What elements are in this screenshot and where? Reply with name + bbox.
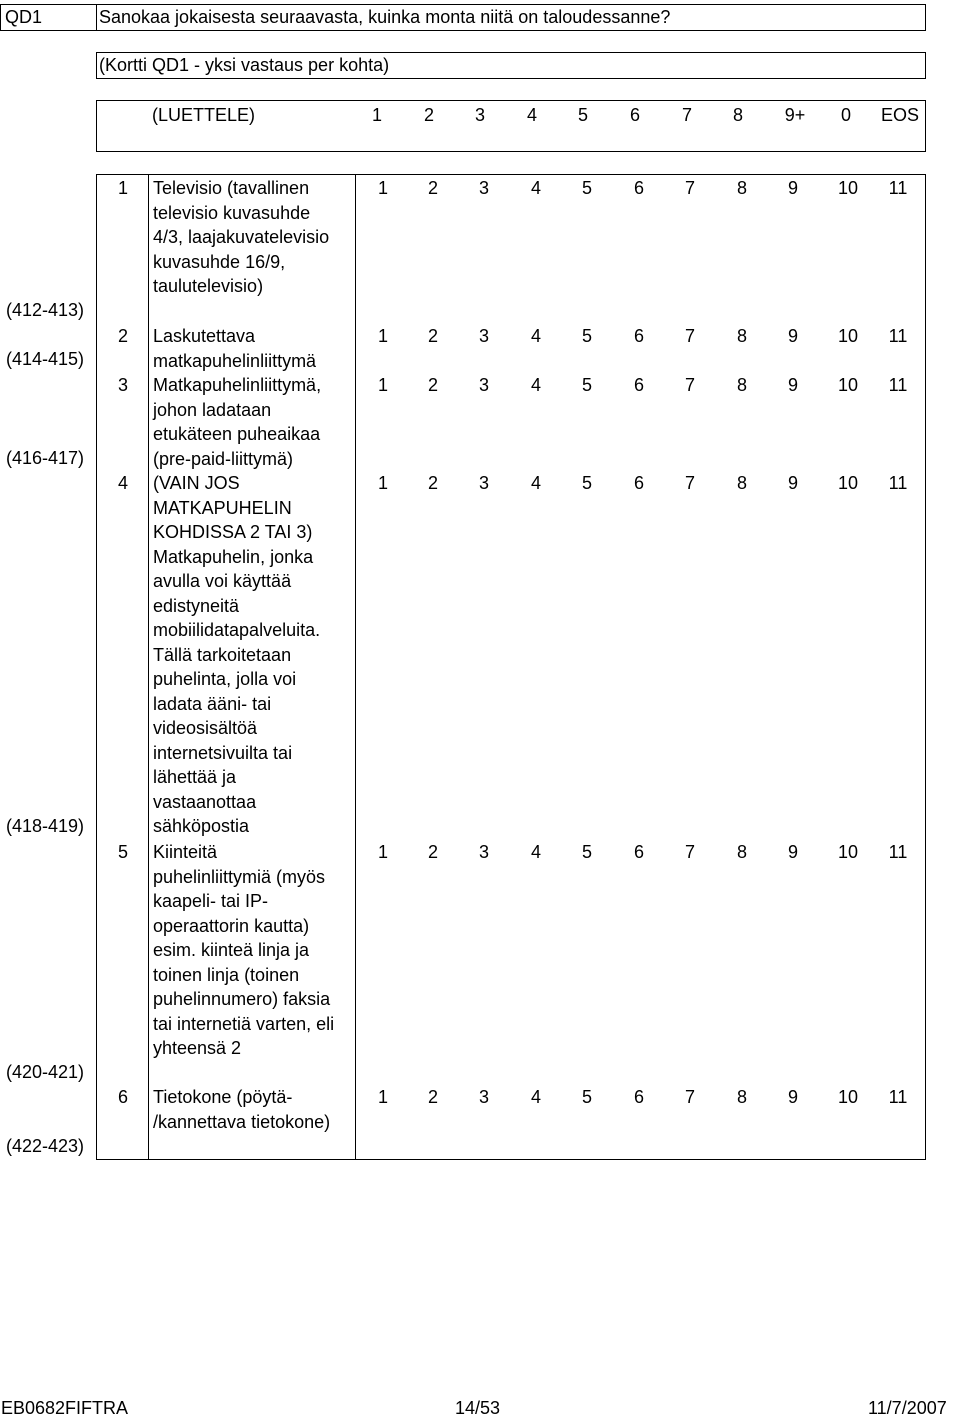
- answer-option[interactable]: 3: [478, 375, 489, 395]
- answer-option[interactable]: 5: [581, 178, 592, 198]
- answer-option[interactable]: 6: [633, 1087, 644, 1107]
- answer-option[interactable]: 11: [888, 178, 908, 198]
- row-label-line: videosisältöä: [153, 718, 258, 738]
- header-code: 7: [681, 105, 692, 125]
- row-label-line: etukäteen puheaikaa: [153, 424, 321, 444]
- answer-option[interactable]: 9: [787, 178, 798, 198]
- row-label: [153, 1085, 330, 1134]
- row-label-line: puhelinliittymiä (myös: [153, 866, 326, 887]
- row-label-line: edistyneitä: [153, 595, 240, 616]
- row-label-line: taulutelevisio): [153, 276, 264, 296]
- header-code: 0: [840, 105, 851, 125]
- answer-option[interactable]: 1: [377, 842, 388, 862]
- row-label-line: sähköpostia: [153, 816, 250, 836]
- answer-option[interactable]: 7: [684, 1087, 695, 1107]
- row-column-code: (414-415): [6, 349, 85, 369]
- row-number: 4: [118, 473, 129, 493]
- row-label: [153, 324, 316, 373]
- answer-option[interactable]: 2: [427, 326, 438, 346]
- row-label-line: esim. kiinteä linja ja: [153, 940, 310, 960]
- question-text: Sanokaa jokaisesta seuraavasta, kuinka monta niitä on taloudessanne?: [99, 7, 671, 27]
- header-code: 4: [526, 105, 537, 125]
- answer-option[interactable]: 10: [837, 842, 859, 862]
- answer-option[interactable]: 5: [581, 1087, 592, 1107]
- answer-option[interactable]: 9: [787, 473, 798, 493]
- row-label-line: johon ladataan: [153, 399, 272, 420]
- row-column-code: (420-421): [6, 1062, 85, 1082]
- header-code: 5: [577, 105, 588, 125]
- instruction-text: (Kortti QD1 - yksi vastaus per kohta): [99, 55, 390, 75]
- answer-option[interactable]: 2: [427, 1087, 438, 1107]
- answer-option[interactable]: 9: [787, 326, 798, 346]
- answer-option[interactable]: 6: [633, 473, 644, 493]
- row-label-line: toinen linja (toinen: [153, 964, 300, 985]
- answer-option[interactable]: 8: [736, 375, 747, 395]
- row-label-line: /kannettava tietokone): [153, 1111, 331, 1132]
- answer-option[interactable]: 7: [684, 473, 695, 493]
- row-number: 3: [118, 375, 129, 395]
- row-label-line: matkapuhelinliittymä: [153, 350, 317, 371]
- answer-option[interactable]: 2: [427, 842, 438, 862]
- row-label-line: Televisio (tavallinen: [153, 178, 310, 198]
- answer-option[interactable]: 9: [787, 1087, 798, 1107]
- header-code: 3: [474, 105, 485, 125]
- answer-option[interactable]: 9: [787, 842, 798, 862]
- answer-option[interactable]: 8: [736, 326, 747, 346]
- answer-option[interactable]: 10: [837, 326, 859, 346]
- answer-option[interactable]: 11: [888, 375, 908, 395]
- answer-option[interactable]: 2: [427, 473, 438, 493]
- answer-option[interactable]: 8: [736, 842, 747, 862]
- answer-option[interactable]: 7: [684, 326, 695, 346]
- answer-option[interactable]: 10: [837, 473, 859, 493]
- answer-option[interactable]: 8: [736, 178, 747, 198]
- answer-option[interactable]: 4: [530, 326, 541, 346]
- footer-doc-id: EB0682FIFTRA: [1, 1398, 129, 1418]
- answer-option[interactable]: 4: [530, 1087, 541, 1107]
- answer-option[interactable]: 11: [888, 326, 908, 346]
- answer-option[interactable]: 9: [787, 375, 798, 395]
- answer-option[interactable]: 7: [684, 842, 695, 862]
- row-label-line: puhelinnumero) faksia: [153, 989, 331, 1009]
- header-code: EOS: [880, 105, 919, 125]
- answer-option[interactable]: 4: [530, 473, 541, 493]
- answer-option[interactable]: 4: [530, 375, 541, 395]
- row-number: 6: [118, 1087, 129, 1107]
- question-id: QD1: [5, 7, 43, 27]
- header-code: 9+: [784, 105, 806, 125]
- row-label-line: tai internetiä varten, eli: [153, 1013, 335, 1034]
- answer-option[interactable]: 2: [427, 375, 438, 395]
- row-number: 1: [118, 178, 129, 198]
- header-code: 2: [423, 105, 434, 125]
- answer-option[interactable]: 3: [478, 326, 489, 346]
- row-column-code: (416-417): [6, 448, 85, 468]
- row-label-line: televisio kuvasuhde: [153, 202, 311, 223]
- answer-option[interactable]: 6: [633, 326, 644, 346]
- row-label-line: internetsivuilta tai: [153, 742, 293, 763]
- answer-option[interactable]: 10: [837, 375, 859, 395]
- row-column-code: (418-419): [6, 816, 85, 836]
- row-label-line: vastaanottaa: [153, 791, 257, 812]
- answer-option[interactable]: 4: [530, 842, 541, 862]
- row-label-line: Kiinteitä: [153, 842, 218, 862]
- answer-option[interactable]: 5: [581, 326, 592, 346]
- answer-option[interactable]: 11: [888, 842, 908, 862]
- answer-option[interactable]: 8: [736, 1087, 747, 1107]
- row-label: [153, 840, 334, 1061]
- row-label-line: Laskutettava: [153, 326, 256, 346]
- answer-option[interactable]: 5: [581, 842, 592, 862]
- row-label-line: KOHDISSA 2 TAI 3): [153, 522, 313, 542]
- answer-option[interactable]: 6: [633, 178, 644, 198]
- row-label-line: puhelinta, jolla voi: [153, 669, 297, 689]
- row-column-code: (422-423): [6, 1136, 85, 1156]
- row-label-line: Tällä tarkoitetaan: [153, 644, 292, 665]
- footer-date: 11/7/2007: [868, 1398, 947, 1418]
- answer-option[interactable]: 7: [684, 375, 695, 395]
- answer-option[interactable]: 4: [530, 178, 541, 198]
- row-number: 5: [118, 842, 129, 862]
- row-label-line: mobiilidatapalveluita.: [153, 620, 321, 640]
- answer-option[interactable]: 6: [633, 842, 644, 862]
- label-column-divider: [355, 174, 356, 1160]
- row-label-line: Matkapuhelinliittymä,: [153, 375, 322, 395]
- list-header-label: (LUETTELE): [152, 105, 256, 125]
- answer-option[interactable]: 6: [633, 375, 644, 395]
- row-label-line: MATKAPUHELIN: [153, 497, 292, 518]
- answer-option[interactable]: 1: [377, 178, 388, 198]
- answer-option[interactable]: 8: [736, 473, 747, 493]
- number-column-divider: [148, 174, 149, 1160]
- answer-option[interactable]: 7: [684, 178, 695, 198]
- answer-option[interactable]: 3: [478, 1087, 489, 1107]
- row-label-line: (pre-paid-liittymä): [153, 448, 294, 469]
- row-label: [153, 176, 329, 299]
- answer-option[interactable]: 1: [377, 1087, 388, 1107]
- row-label: [153, 373, 321, 471]
- answer-option[interactable]: 1: [377, 326, 388, 346]
- answer-option[interactable]: 3: [478, 473, 489, 493]
- row-label-line: lähettää ja: [153, 767, 237, 787]
- answer-option[interactable]: 1: [377, 375, 388, 395]
- answer-option[interactable]: 3: [478, 178, 489, 198]
- row-label-line: Matkapuhelin, jonka: [153, 546, 314, 567]
- answer-option[interactable]: 11: [888, 473, 908, 493]
- header-code: 8: [732, 105, 743, 125]
- row-label-line: (VAIN JOS: [153, 473, 240, 493]
- answer-option[interactable]: 1: [377, 473, 388, 493]
- row-label-line: ladata ääni- tai: [153, 693, 272, 714]
- row-column-code: (412-413): [6, 300, 85, 320]
- answer-option[interactable]: 11: [888, 1087, 908, 1107]
- row-label: [153, 471, 320, 839]
- answer-option[interactable]: 5: [581, 473, 592, 493]
- answer-option[interactable]: 5: [581, 375, 592, 395]
- answer-option[interactable]: 10: [837, 1087, 859, 1107]
- row-label-line: kuvasuhde 16/9,: [153, 251, 286, 272]
- header-code: 6: [629, 105, 640, 125]
- row-label-line: yhteensä 2: [153, 1038, 242, 1058]
- answer-option[interactable]: 3: [478, 842, 489, 862]
- header-code: 1: [371, 105, 382, 125]
- answer-option[interactable]: 10: [837, 178, 859, 198]
- row-label-line: operaattorin kautta): [153, 915, 310, 936]
- footer-page: 14/53: [455, 1398, 501, 1418]
- row-number: 2: [118, 326, 129, 346]
- row-label-line: Tietokone (pöytä-: [153, 1087, 293, 1107]
- row-label-line: 4/3, laajakuvatelevisio: [153, 227, 330, 247]
- row-label-line: kaapeli- tai IP-: [153, 891, 269, 911]
- row-label-line: avulla voi käyttää: [153, 571, 292, 591]
- answer-option[interactable]: 2: [427, 178, 438, 198]
